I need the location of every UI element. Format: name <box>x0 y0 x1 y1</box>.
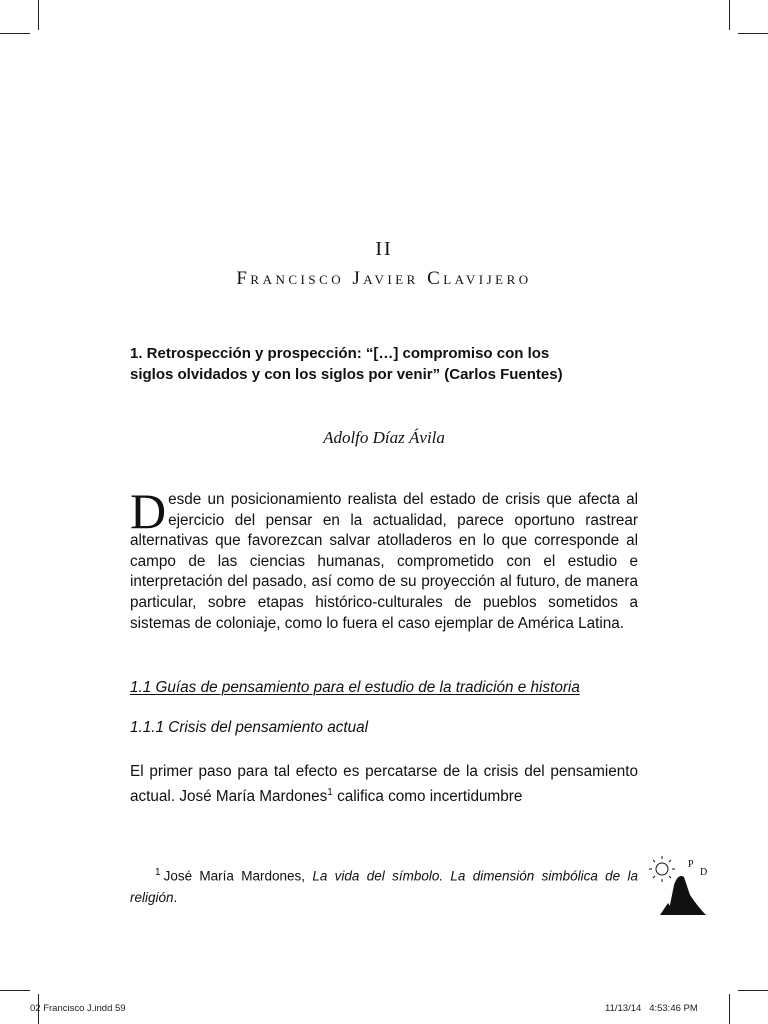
body-paragraph-2 <box>130 762 638 807</box>
footnote-author: José María Mardones, <box>163 868 313 884</box>
crop-mark-top-left <box>38 0 39 30</box>
footnote <box>130 862 638 908</box>
body-paragraph-1 <box>130 483 638 634</box>
slug-filename: 02 Francisco J.indd 59 <box>30 1003 126 1014</box>
crop-mark-top-right-h <box>738 33 768 34</box>
footnote-title: La vida del símbolo. La dimensión simbólica de la religión <box>130 868 639 905</box>
crop-mark-bottom-right-h <box>738 990 768 991</box>
publisher-logo-icon <box>648 855 710 917</box>
paragraph-2-text: El primer paso para tal efecto es percatarse de la crisis del pensamiento actual. José María Mardones <box>130 763 638 805</box>
author-name: Adolfo Díaz Ávila <box>323 428 445 447</box>
crop-mark-top-left-h <box>0 33 30 34</box>
crop-mark-top-right <box>729 0 730 30</box>
svg-text:D: D <box>700 867 708 878</box>
chapter-number: II <box>375 238 393 260</box>
subheading-1-1: 1.1 Guías de pensamiento para el estudio de la tradición e historia <box>130 679 580 696</box>
drop-cap: D <box>130 483 167 539</box>
footnote-reference[interactable]: 1 <box>327 786 333 798</box>
slug-timestamp: 11/13/14 4:53:46 PM <box>605 1003 698 1014</box>
svg-text:P: P <box>688 859 694 870</box>
crop-mark-bottom-left-h <box>0 990 30 991</box>
crop-mark-bottom-right <box>729 994 730 1024</box>
footnote-number: 1 <box>155 867 161 878</box>
paragraph-1-text: esde un posicionamiento realista del estado de crisis que afecta al ejercicio del pensar en la actualidad, parece oportuno rastrear alternativas que favorezcan salvar atolladeros en lo que corresponde al campo de las ciencias humanas, comprometido con el estudio e interpretación del pasado, así como de su proyección al futuro, de manera particular, sobre etapas histórico-culturales de pueblos sometidos a sistemas de coloniaje, como lo fuera el caso ejemplar de América Latina. <box>130 491 638 632</box>
footnote-end: . <box>173 889 178 905</box>
subheading-1-1-1: 1.1.1 Crisis del pensamiento actual <box>130 719 369 736</box>
chapter-title: Francisco Javier Clavijero <box>236 268 532 289</box>
paragraph-2-continued: califica como incertidumbre <box>332 787 523 805</box>
section-heading: 1. Retrospección y prospección: “[…] compromiso con los siglos olvidados y con los siglos por venir” (Carlos Fuentes) <box>130 345 563 383</box>
